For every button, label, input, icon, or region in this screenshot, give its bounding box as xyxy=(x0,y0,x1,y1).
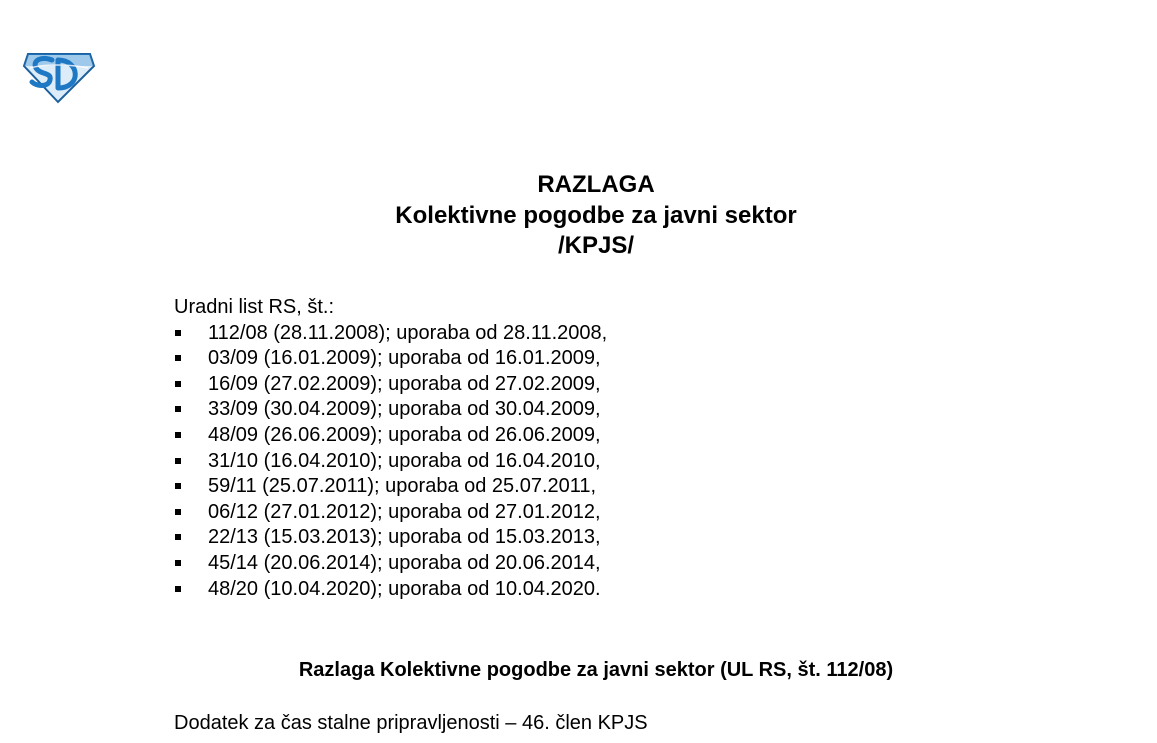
square-bullet-icon xyxy=(175,432,181,438)
sd-shield-logo-icon xyxy=(22,48,96,104)
list-item xyxy=(174,449,607,475)
square-bullet-icon xyxy=(175,586,181,592)
list-item xyxy=(174,551,607,577)
issue-text: 59/11 (25.07.2011); uporaba od 25.07.2011, xyxy=(208,475,597,498)
section-heading: Razlaga Kolektivne pogodbe za javni sektor (UL RS, št. 112/08) xyxy=(298,659,894,681)
square-bullet-icon xyxy=(175,355,181,361)
square-bullet-icon xyxy=(175,406,181,412)
list-item xyxy=(174,423,607,449)
list-item xyxy=(174,474,607,500)
square-bullet-icon xyxy=(175,483,181,489)
issue-text: 45/14 (20.06.2014); uporaba od 20.06.2014, xyxy=(208,551,601,574)
list-item xyxy=(174,525,607,551)
gazette-issue-list xyxy=(174,321,607,603)
issue-text: 112/08 (28.11.2008); uporaba od 28.11.2008, xyxy=(208,321,608,344)
gazette-label: Uradni list RS, št.: xyxy=(174,296,335,318)
issue-text: 48/09 (26.06.2009); uporaba od 26.06.2009, xyxy=(208,423,601,446)
title-line-1: RAZLAGA xyxy=(537,171,655,198)
list-item xyxy=(174,321,607,347)
square-bullet-icon xyxy=(175,458,181,464)
list-item xyxy=(174,500,607,526)
issue-text: 22/13 (15.03.2013); uporaba od 15.03.2013, xyxy=(208,526,601,549)
issue-text: 06/12 (27.01.2012); uporaba od 27.01.2012, xyxy=(208,500,601,523)
issue-text: 03/09 (16.01.2009); uporaba od 16.01.2009, xyxy=(208,347,601,370)
square-bullet-icon xyxy=(175,330,181,336)
title-line-2: Kolektivne pogodbe za javni sektor xyxy=(395,201,797,229)
issue-text: 31/10 (16.04.2010); uporaba od 16.04.2010, xyxy=(208,449,601,472)
issue-text: 33/09 (30.04.2009); uporaba od 30.04.2009, xyxy=(208,398,601,421)
list-item xyxy=(174,397,607,423)
square-bullet-icon xyxy=(175,534,181,540)
list-item xyxy=(174,577,607,603)
square-bullet-icon xyxy=(175,381,181,387)
issue-text: 48/20 (10.04.2020); uporaba od 10.04.2020. xyxy=(208,577,601,600)
document-title xyxy=(0,170,1157,262)
gazette-section xyxy=(174,295,607,602)
square-bullet-icon xyxy=(175,560,181,566)
subsection-title: Dodatek za čas stalne pripravljenosti – 46. člen KPJS xyxy=(174,712,648,734)
list-item xyxy=(174,372,607,398)
logo xyxy=(22,48,96,104)
list-item xyxy=(174,346,607,372)
issue-text: 16/09 (27.02.2009); uporaba od 27.02.2009, xyxy=(208,372,601,395)
square-bullet-icon xyxy=(175,509,181,515)
title-line-3: /KPJS/ xyxy=(557,232,635,259)
